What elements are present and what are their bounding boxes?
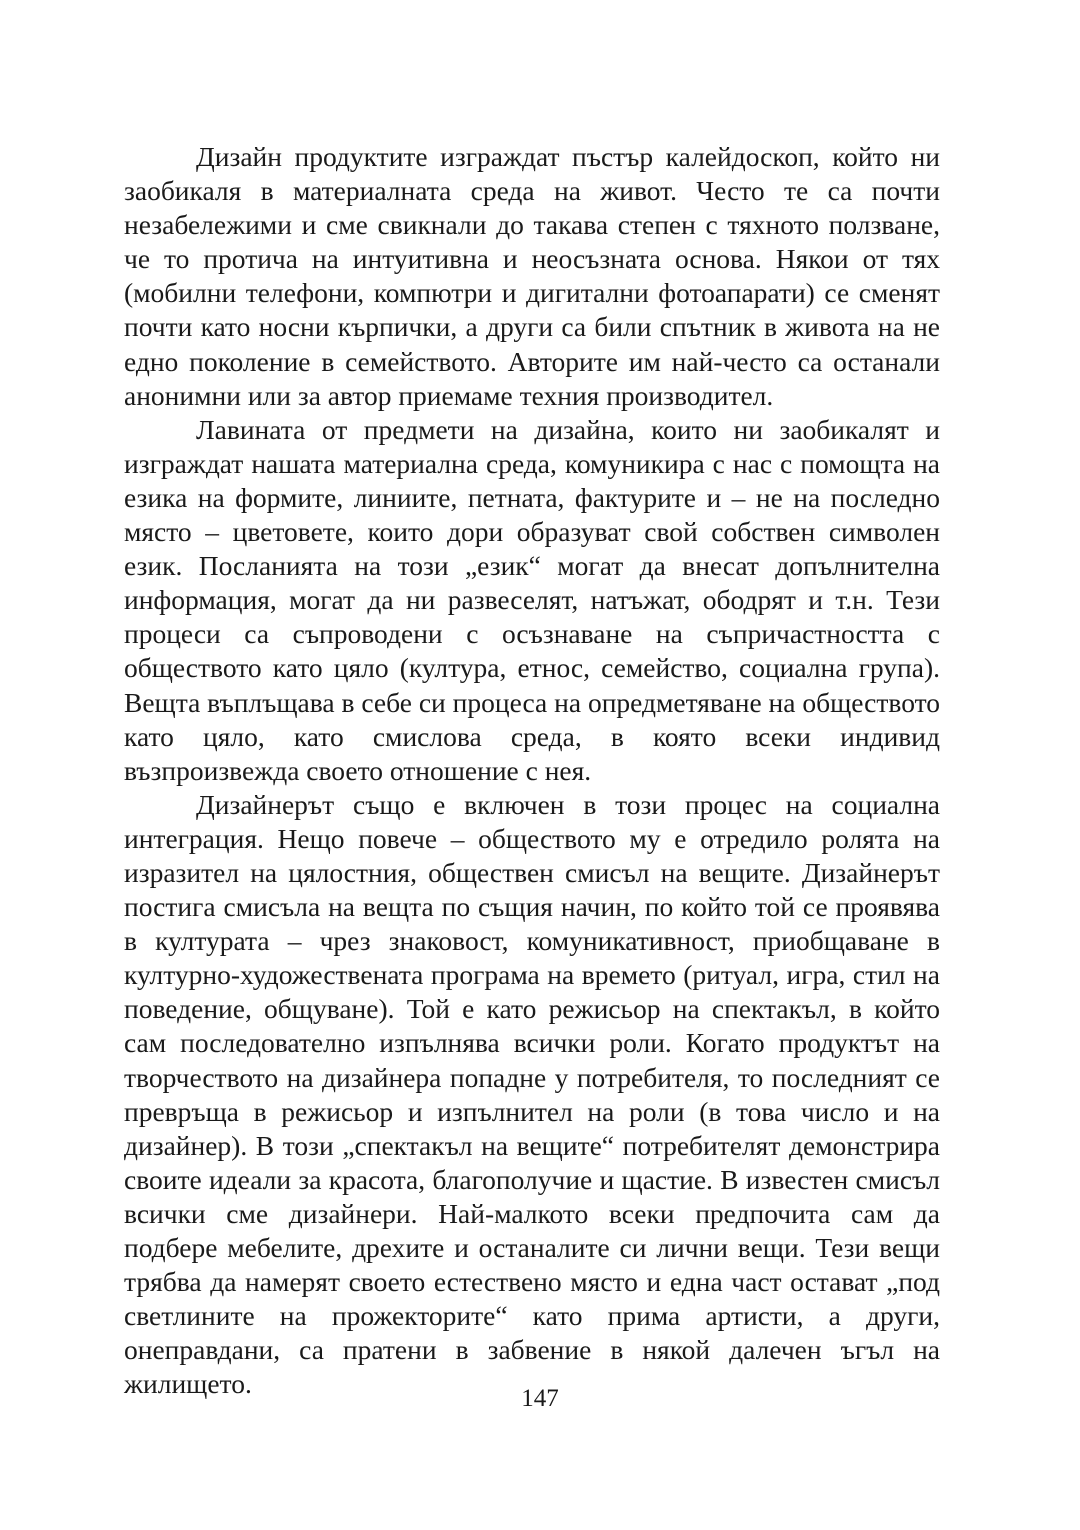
paragraph-1: Дизайн продуктите изграждат пъстър калейдоскоп, който ни заобикаля в материалната среда на живот. Често те са почти незабележими и сме свикнали до такава степен с тяхното ползване, че то протича на интуитивна и неосъзната основа. Някои от тях (мобилни телефони, компютри и дигитални фотоапарати) се сменят почти като носни кърпички, а други са били спътник в живота на не едно поколение в семейството. Авторите им най-често са останали анонимни или за автор приемаме техния производител. — [124, 141, 940, 411]
page-number: 147 — [521, 1385, 559, 1412]
body-text — [124, 140, 940, 1401]
paragraph-3: Дизайнерът също е включен в този процес на социална интеграция. Нещо повече – обществото му е отредило ролята на изразител на цялостния, обществен смисъл на вещите. Дизайнерът постига смисъла на вещта по същия начин, по който той се проявява в културата – чрез знаковост, комуникативност, приобщаване в културно-художествената програма на времето (ритуал, игра, стил на поведение, общуване). Той е като режисьор на спектакъл, в който сам последователно изпълнява всички роли. Когато продуктът на творчеството на дизайнера попадне у потребителя, то последният се превръща в режисьор и изпълнител на роли (в това число и на дизайнер). В този „спектакъл на вещите“ потребителят демонстрира своите идеали за красота, благополучие и щастие. В известен смисъл всички сме дизайнери. Най-малкото всеки предпочита сам да подбере мебелите, дрехите и останалите си лични вещи. Тези вещи трябва да намерят своето естествено място и една част остават „под светлините на прожекторите“ като прима артисти, а други, онеправдани, са пратени в забвение в някой далечен ъгъл на жилището. — [124, 788, 940, 1400]
paragraph-2: Лавината от предмети на дизайна, които ни заобикалят и изграждат нашата материална среда, комуникира с нас с помощта на езика на формите, линиите, петната, фактурите и – не на последно място – цветовете, които дори образуват свой собствен символен език. Посланията на този „език“ могат да внесат допълнителна информация, могат да ни развеселят, натъжат, ободрят и т.н. Тези процеси са съпроводени с осъзнаване на съпричастността с обществото като цяло (култура, етнос, семейство, социална група). Вещта въплъщава в себе си процеса на опредметяване на обществото като цяло, като смислова среда, в която всеки индивид възпроизвежда своето отношение с нея. — [124, 413, 940, 786]
